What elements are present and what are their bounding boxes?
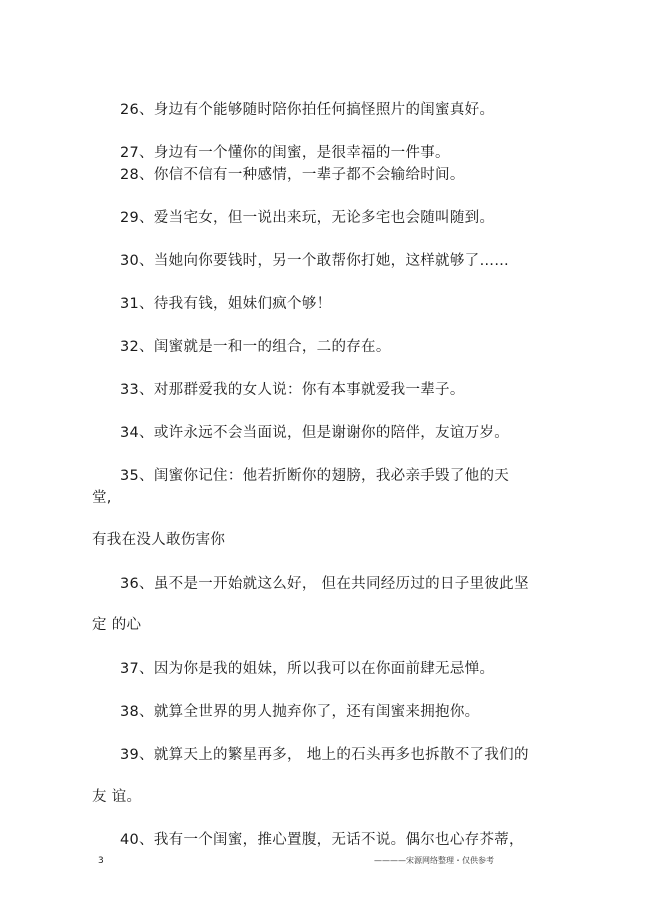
text-line: 39、就算天上的繁星再多， 地上的石头再多也拆散不了我们的 xyxy=(120,747,529,763)
text-line: 38、就算全世界的男人抛弃你了，还有闺蜜来拥抱你。 xyxy=(120,704,480,720)
text-line: 37、因为你是我的姐妹，所以我可以在你面前肆无忌惮。 xyxy=(120,661,495,677)
text-line: 定 的心 xyxy=(92,617,142,633)
text-line: 堂, xyxy=(92,490,112,506)
text-line: 友 谊。 xyxy=(92,789,142,805)
text-line: 35、闺蜜你记住：他若折断你的翅膀，我必亲手毁了他的天 xyxy=(120,468,510,484)
text-line: 33、对那群爱我的女人说：你有本事就爱我一辈子。 xyxy=(120,382,465,398)
text-line: 29、爱当宅女，但一说出来玩，无论多宅也会随叫随到。 xyxy=(120,210,495,226)
text-line: 31、待我有钱，姐妹们疯个够！ xyxy=(120,296,332,312)
text-line: 26、身边有个能够随时陪你拍任何搞怪照片的闺蜜真好。 xyxy=(120,102,495,118)
text-line: 36、虽不是一开始就这么好， 但在共同经历过的日子里彼此坚 xyxy=(120,576,529,592)
text-line: 有我在没人敢伤害你 xyxy=(92,532,226,548)
footer-note: ————宋源网络整理・仅供参考 xyxy=(374,856,494,865)
text-line: 40、我有一个闺蜜，推心置腹，无话不说。偶尔也心存芥蒂， xyxy=(120,832,524,848)
text-line: 28、你信不信有一种感情，一辈子都不会输给时间。 xyxy=(120,167,465,183)
text-line: 27、身边有一个懂你的闺蜜，是很幸福的一件事。 xyxy=(120,145,450,161)
text-line: 32、闺蜜就是一和一的组合，二的存在。 xyxy=(120,339,391,355)
text-line: 30、当她向你要钱时，另一个敢帮你打她，这样就够了…… xyxy=(120,253,510,269)
page-number: 3 xyxy=(98,856,104,866)
text-line: 34、或许永远不会当面说，但是谢谢你的陪伴，友谊万岁。 xyxy=(120,425,510,441)
